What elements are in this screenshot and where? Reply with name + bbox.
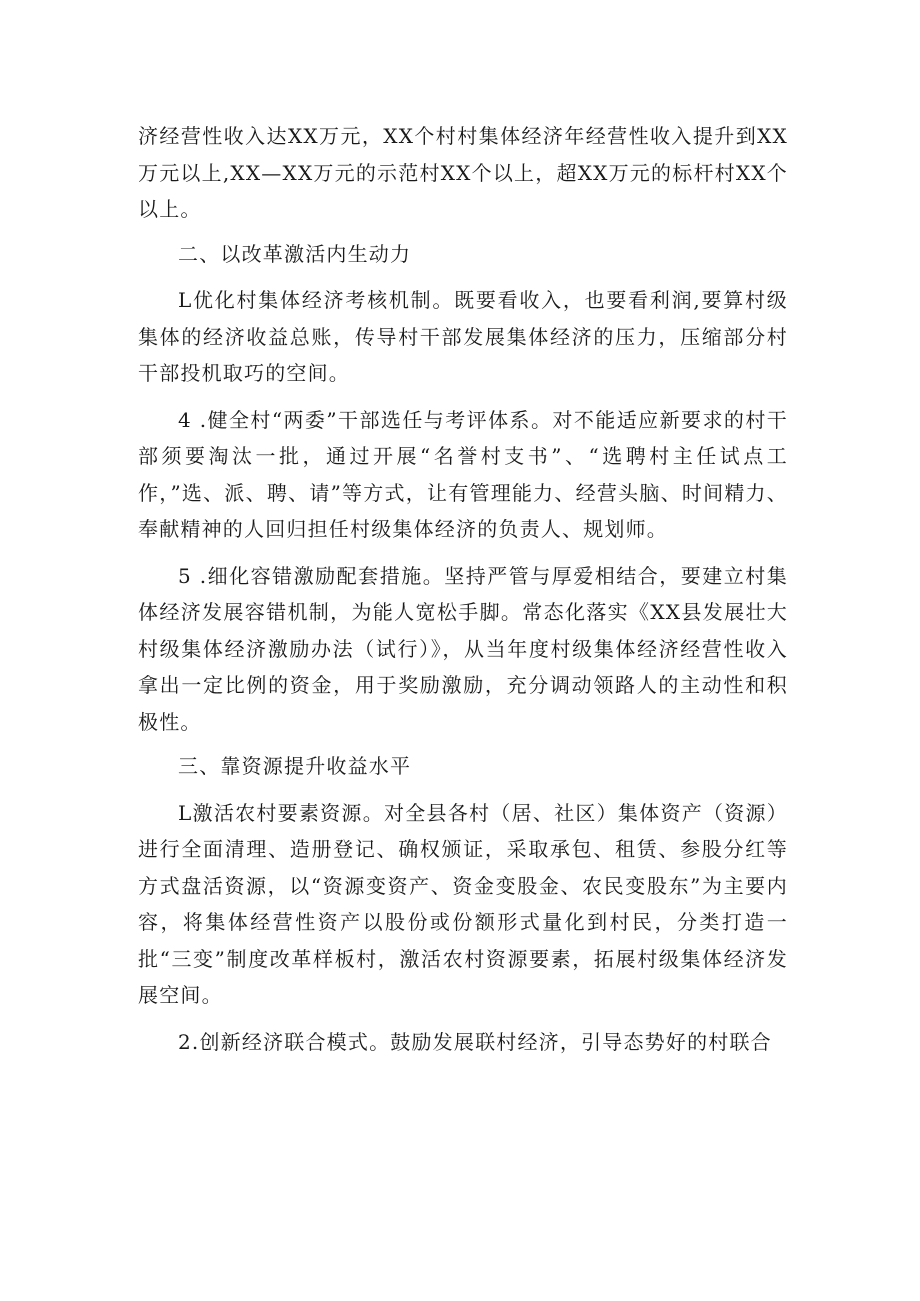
- paragraph-item-1: L优化村集体经济考核机制。既要看收入，也要看利润,要算村级集体的经济收益总账，传导村干部发展集体经济的压力，压缩部分村干部投机取巧的空间。: [138, 288, 788, 385]
- section-heading-3: 三、靠资源提升收益水平: [178, 754, 412, 778]
- section-heading-2: 二、以改革激活内生动力: [178, 241, 412, 266]
- paragraph-item-resources: L激活农村要素资源。对全县各村（居、社区）集体资产（资源）进行全面清理、造册登记、确权颁证，采取承包、租赁、参股分红等方式盘活资源，以“资源变资产、资金变股金、农民变股东”为主要内容，将集体经营性资产以股份或份额形式量化到村民，分类打造一批“三变”制度改革样板村，激活农村资源要素，拓展村级集体经济发展空间。: [138, 800, 788, 1007]
- document-body: [138, 118, 788, 1060]
- paragraph-item-5: 5 .细化容错激励配套措施。坚持严管与厚爱相结合，要建立村集体经济发展容错机制，为能人宽松手脚。常态化落实《XX县发展壮大村级集体经济激励办法（试行）》，从当年度村级集体经济经营性收入拿出一定比例的资金，用于奖励激励，充分调动领路人的主动性和积极性。: [138, 563, 788, 734]
- paragraph-item-2: 2.创新经济联合模式。鼓励发展联村经济，引导态势好的村联合: [178, 1029, 772, 1054]
- paragraph-continued: 济经营性收入达XX万元，XX个村村集体经济年经营性收入提升到XX万元以上,XX—XX万元的示范村XX个以上，超XX万元的标杆村XX个以上。: [138, 124, 788, 221]
- paragraph-item-4: 4 .健全村“两委”干部选任与考评体系。对不能适应新要求的村干部须要淘汰一批，通过开展“名誉村支书”、“选聘村主任试点工作，”选、派、聘、请”等方式，让有管理能力、经营头脑、时间精力、奉献精神的人回归担任村级集体经济的负责人、规划师。: [138, 407, 788, 541]
